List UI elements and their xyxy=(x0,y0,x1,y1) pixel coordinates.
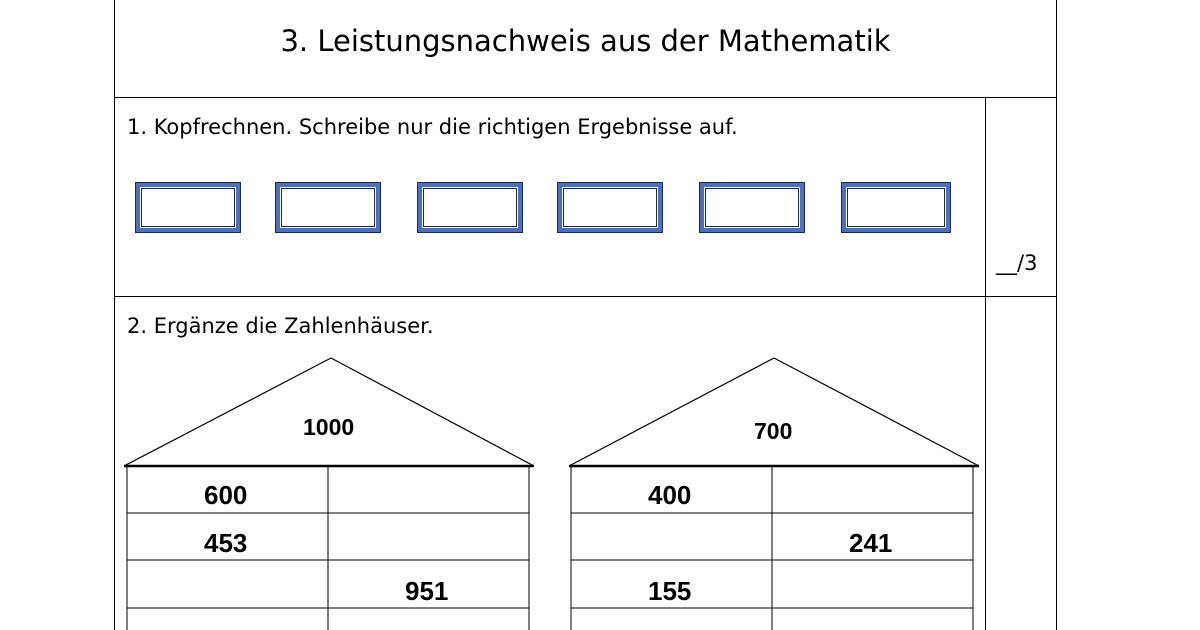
house2-cell-r2-right[interactable]: 241 xyxy=(849,528,893,558)
house1-roof-number: 1000 xyxy=(303,414,355,440)
task1-score: __/3 xyxy=(996,251,1038,275)
house2-cell-r1-left[interactable]: 400 xyxy=(648,480,692,510)
house1-cell-r2-left[interactable]: 453 xyxy=(204,528,248,558)
house1-cell-r1-left[interactable]: 600 xyxy=(204,480,248,510)
house2-cell-r3-left[interactable]: 155 xyxy=(648,576,692,606)
house1-cell-r3-right[interactable]: 951 xyxy=(405,576,449,606)
house1-roof xyxy=(124,358,534,466)
page-title: 3. Leistungsnachweis aus der Mathematik xyxy=(280,24,891,58)
task2-instruction: 2. Ergänze die Zahlenhäuser. xyxy=(127,314,434,338)
house2-roof-number: 700 xyxy=(754,418,793,444)
house2-roof xyxy=(569,358,979,466)
task1-instruction: 1. Kopfrechnen. Schreibe nur die richtigen Ergebnisse auf. xyxy=(127,115,738,139)
